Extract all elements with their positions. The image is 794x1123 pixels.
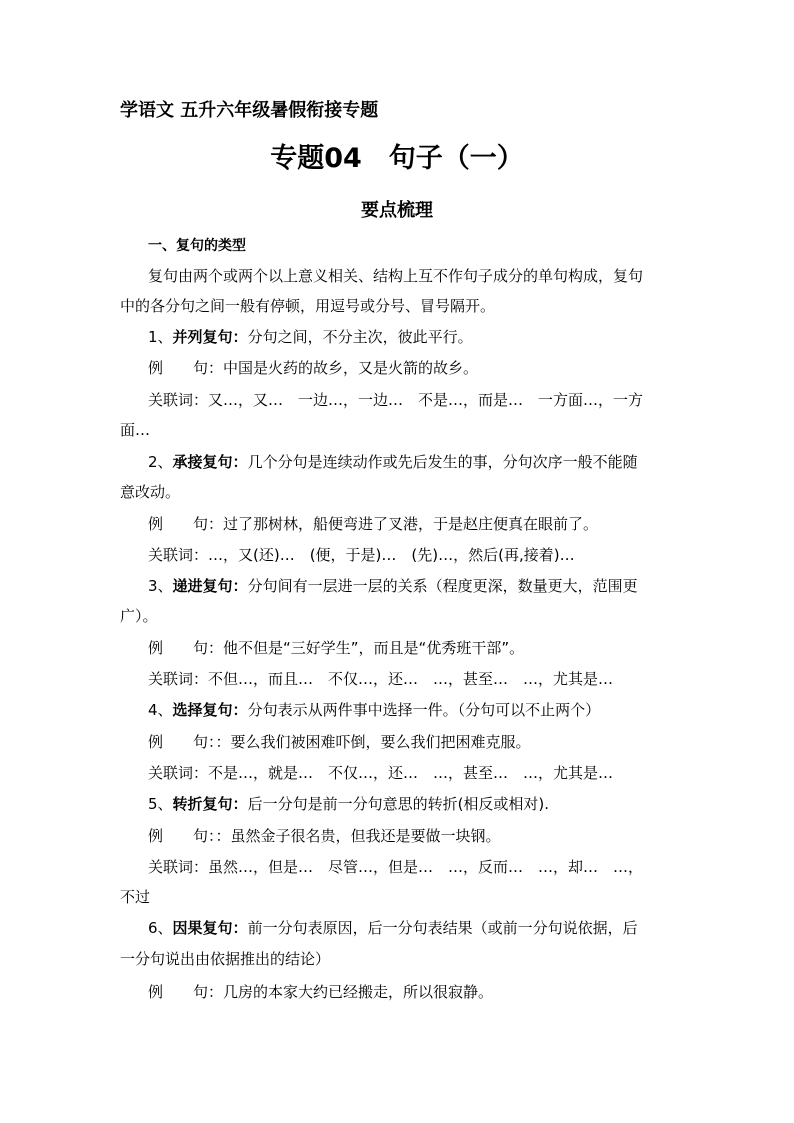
type-3-name: 递进复句： [172,577,248,595]
intro-line-2: 中的各分句之间一般有停顿，用逗号或分号、冒号隔开。 [120,297,496,315]
type-1-name: 并列复句： [172,328,248,346]
series-header: 学语文 五升六年级暑假衔接专题 [120,100,379,121]
type-3-example: 例 句：他不但是“三好学生”，而且是“优秀班干部”。 [148,639,525,657]
type-3-definition-2: 广）。 [120,607,158,625]
page-title: 专题04 句子（一） [270,143,524,174]
type-5-keywords-2: 不过 [120,888,151,906]
type-4-keywords: 关联词：不是…，就是… 不仅…，还… …，甚至… …，尤其是… [148,764,614,782]
type-5-definition: 5、转折复句：后一分句是前一分句意思的转折(相反或相对). [148,795,550,813]
type-1-definition: 1、并列复句：分句之间，不分主次，彼此平行。 [148,328,473,346]
type-1-example: 例 句：中国是火药的故乡，又是火箭的故乡。 [148,359,479,377]
type-2-definition-2: 意改动。 [120,483,181,501]
type-5-name: 转折复句： [172,795,248,813]
type-4-definition: 4、选择复句：分句表示从两件事中选择一件。（分句可以不止两个） [148,701,601,719]
type-6-definition: 6、因果复句：前一分句表原因，后一分句表结果（或前一分句说依据，后 [148,919,638,937]
type-1-keywords-2: 面… [120,421,151,439]
type-6-definition-2: 一分句说出由依据推出的结论） [120,950,331,968]
type-6-example: 例 句：几房的本家大约已经搬走，所以很寂静。 [148,983,494,1001]
type-1-keywords-1: 关联词：又…，又… 一边…，一边… 不是…，而是… 一方面…，一方 [148,391,644,409]
type-6-name: 因果复句： [172,919,248,937]
type-2-definition: 2、承接复句：几个分句是连续动作或先后发生的事，分句次序一般不能随 [148,453,638,471]
type-2-keywords: 关联词：…，又(还)… (便，于是)… (先)…，然后(再,接着)… [148,546,575,564]
type-2-example: 例 句：过了那树林，船便弯进了叉港，于是赵庄便真在眼前了。 [148,515,599,533]
type-3-keywords: 关联词：不但…，而且… 不仅…，还… …，甚至… …，尤其是… [148,670,614,688]
section-subtitle: 要点梳理 [361,200,433,221]
section-heading: 一、复句的类型 [148,238,246,254]
type-4-example: 例 句：：要么我们被困难吓倒，要么我们把困难克服。 [148,733,531,751]
type-4-name: 选择复句： [172,701,248,719]
type-2-name: 承接复句： [172,453,248,471]
type-5-keywords-1: 关联词：虽然…，但是… 尽管…，但是… …，反而… …，却… …， [148,858,644,876]
type-3-definition: 3、递进复句：分句间有一层进一层的关系（程度更深，数量更大，范围更 [148,577,638,595]
type-5-example: 例 句：：虽然金子很名贵，但我还是要做一块钢。 [148,827,501,845]
intro-line-1: 复句由两个或两个以上意义相关、结构上互不作句子成分的单句构成，复句 [148,267,644,285]
